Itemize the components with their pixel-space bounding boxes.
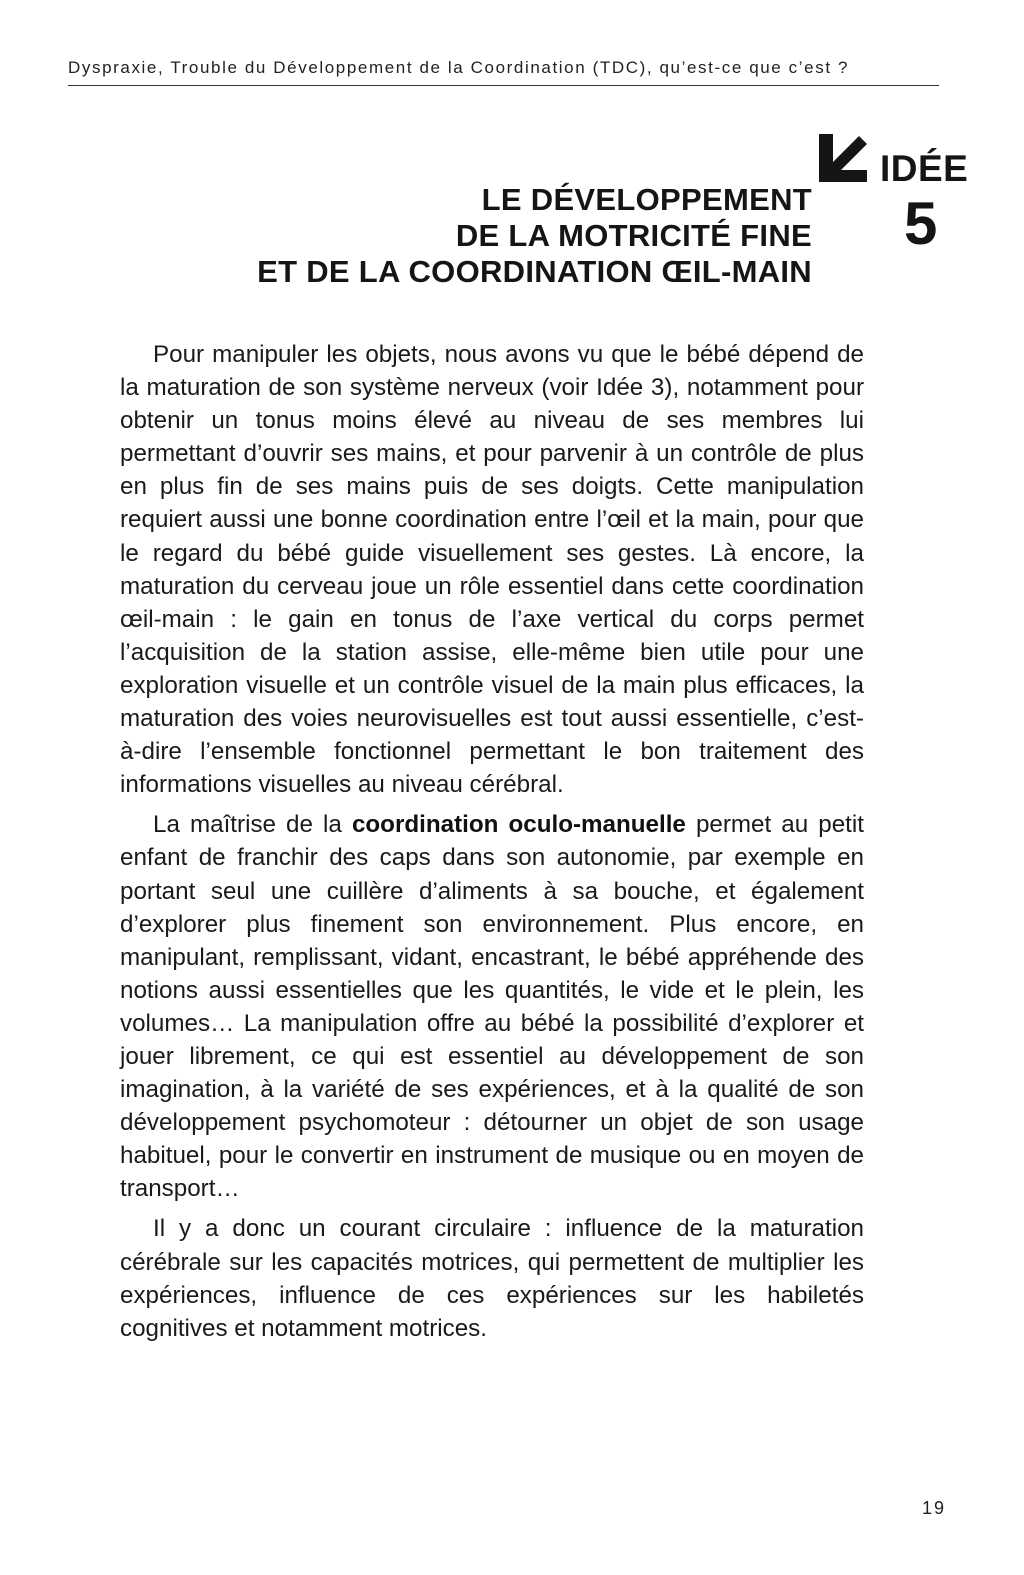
idee-label: IDÉE [880, 148, 969, 189]
arrow-down-left-icon [815, 128, 869, 186]
chapter-title-line: LE DÉVELOPPEMENT [481, 182, 812, 217]
bold-term: coordination oculo-manuelle [351, 811, 686, 839]
page-number: 19 [922, 1498, 947, 1518]
chapter-title-line: DE LA MOTRICITÉ FINE [455, 218, 812, 253]
chapter-title-line: ET DE LA COORDINATION ŒIL-MAIN [257, 254, 812, 289]
paragraph-text: permet au petit enfant de franchir des caps dans son autonomie, par exemple en portant seul une cuillère d’aliments à sa bouche, et également d’explorer plus finement son environnement. Plus encore, en manipulant, remplissant, vidant, encastrant, le bébé appréhende des notions aussi essentielles que les quantités, le vide et le plein, les volumes… La manipulation offre au bébé la possibilité d’explorer et jouer librement, ce qui est essentiel au développement de son imagination, à la variété de ses expériences, et à la qualité de son développement psychomoteur : détourner un objet de son usage habituel, pour le convertir en instrument de musique ou en moyen de transport… [120, 811, 864, 1203]
running-header: Dyspraxie, Trouble du Développement de la Coordination (TDC), qu’est-ce que c’est ? [68, 58, 850, 77]
paragraph [120, 808, 864, 1205]
paragraph: Pour manipuler les objets, nous avons vu que le bébé dépend de la maturation de son système nerveux (voir Idée 3), notamment pour obtenir un tonus moins élevé au niveau de ses membres lui permettant d’ouvrir ses mains, et pour parvenir à un contrôle de plus en plus fin de ses mains puis de ses doigts. Cette manipulation requiert aussi une bonne coordination entre l’œil et la main, pour que le regard du bébé guide visuellement ses gestes. Là encore, la maturation du cerveau joue un rôle essentiel dans cette coordination œil-main : le gain en tonus de l’axe vertical du corps permet l’acquisition de la station assise, elle-même bien utile pour une exploration visuelle et un contrôle visuel de la main plus efficaces, la maturation des voies neurovisuelles est tout aussi essentielle, c’est-à-dire l’ensemble fonctionnel permettant le bon traitement des informations visuelles au niveau cérébral. [120, 341, 864, 799]
paragraph: Il y a donc un courant circulaire : influence de la maturation cérébrale sur les capacités motrices, qui permettent de multiplier les expériences, influence de ces expériences sur les habiletés cognitives et notamment motrices. [120, 1215, 864, 1342]
header-rule [68, 85, 939, 86]
body-text [120, 338, 864, 1352]
paragraph-text: La maîtrise de la [153, 811, 352, 839]
chapter-title [112, 182, 812, 290]
idee-number: 5 [904, 190, 938, 257]
